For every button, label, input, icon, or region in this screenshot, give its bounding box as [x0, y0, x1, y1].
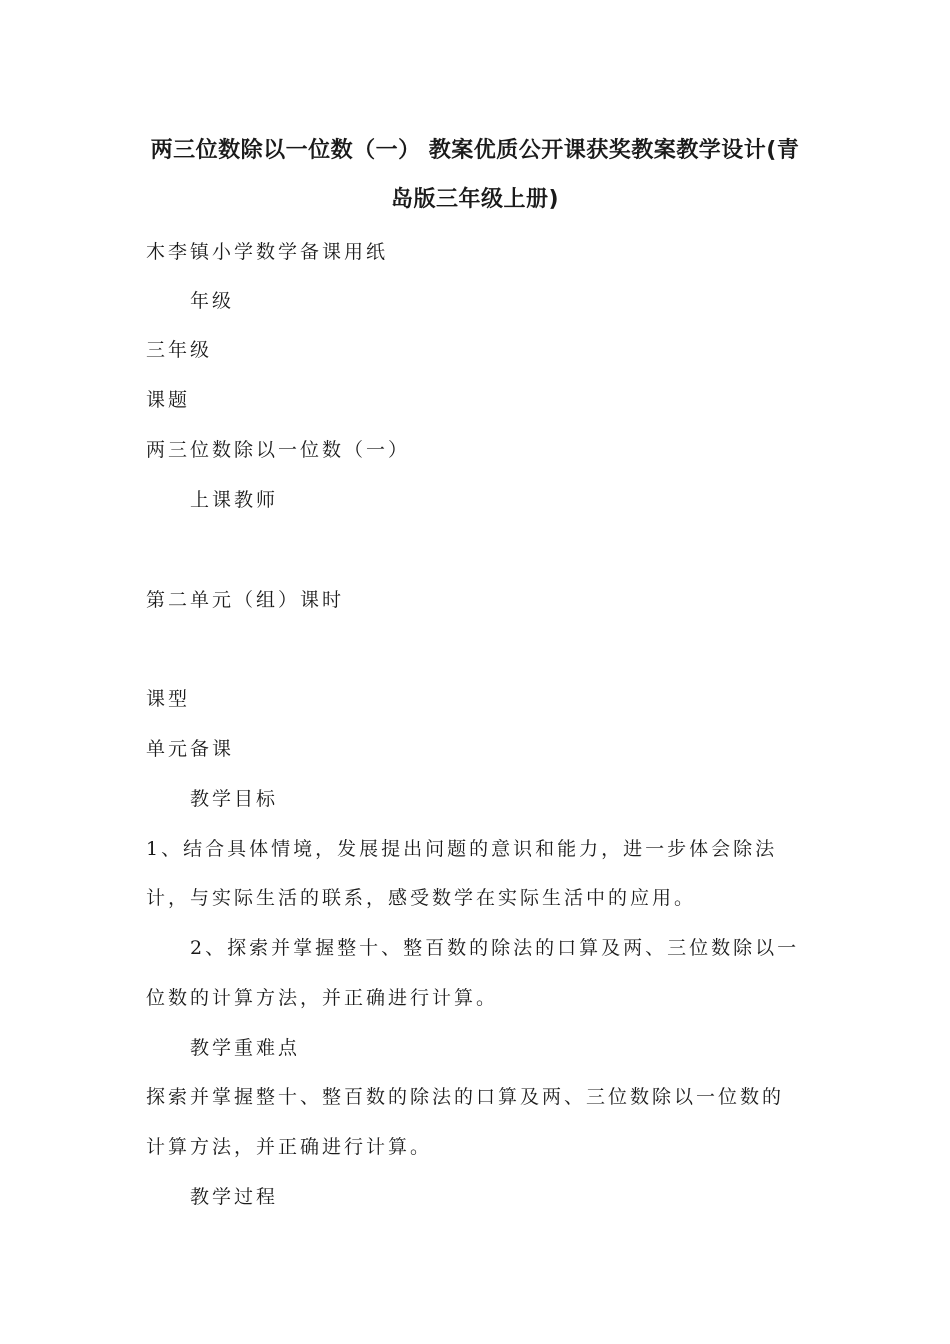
label-teaching-process: 教学过程 [190, 1186, 279, 1208]
label-teacher: 上课教师 [190, 489, 279, 511]
objective-2-line-2: 位数的计算方法，并正确进行计算。 [146, 987, 499, 1009]
label-grade: 年级 [190, 290, 235, 312]
header-school-line: 木李镇小学数学备课用纸 [146, 241, 389, 263]
label-objectives: 教学目标 [190, 788, 279, 810]
objective-1-line-1: 1、结合具体情境，发展提出问题的意识和能力，进一步体会除法 [146, 838, 778, 860]
value-topic: 两三位数除以一位数（一） [146, 439, 411, 461]
value-unit-period: 第二单元（组）课时 [146, 589, 345, 611]
label-topic: 课题 [146, 389, 191, 411]
key-difficulties-line-1: 探索并掌握整十、整百数的除法的口算及两、三位数除以一位数的 [146, 1086, 785, 1108]
value-grade: 三年级 [146, 339, 213, 361]
objective-2-line-1: 2、探索并掌握整十、整百数的除法的口算及两、三位数除以一 [190, 937, 800, 959]
document-title-line-1: 两三位数除以一位数（一） 教案优质公开课获奖教案教学设计(青 [150, 138, 800, 163]
key-difficulties-line-2: 计算方法，并正确进行计算。 [146, 1136, 433, 1158]
label-key-difficulties: 教学重难点 [190, 1037, 301, 1059]
value-lesson-type: 单元备课 [146, 738, 235, 760]
label-lesson-type: 课型 [146, 688, 191, 710]
document-title-line-2: 岛版三年级上册) [390, 187, 560, 212]
objective-1-line-2: 计，与实际生活的联系，感受数学在实际生活中的应用。 [146, 887, 697, 909]
